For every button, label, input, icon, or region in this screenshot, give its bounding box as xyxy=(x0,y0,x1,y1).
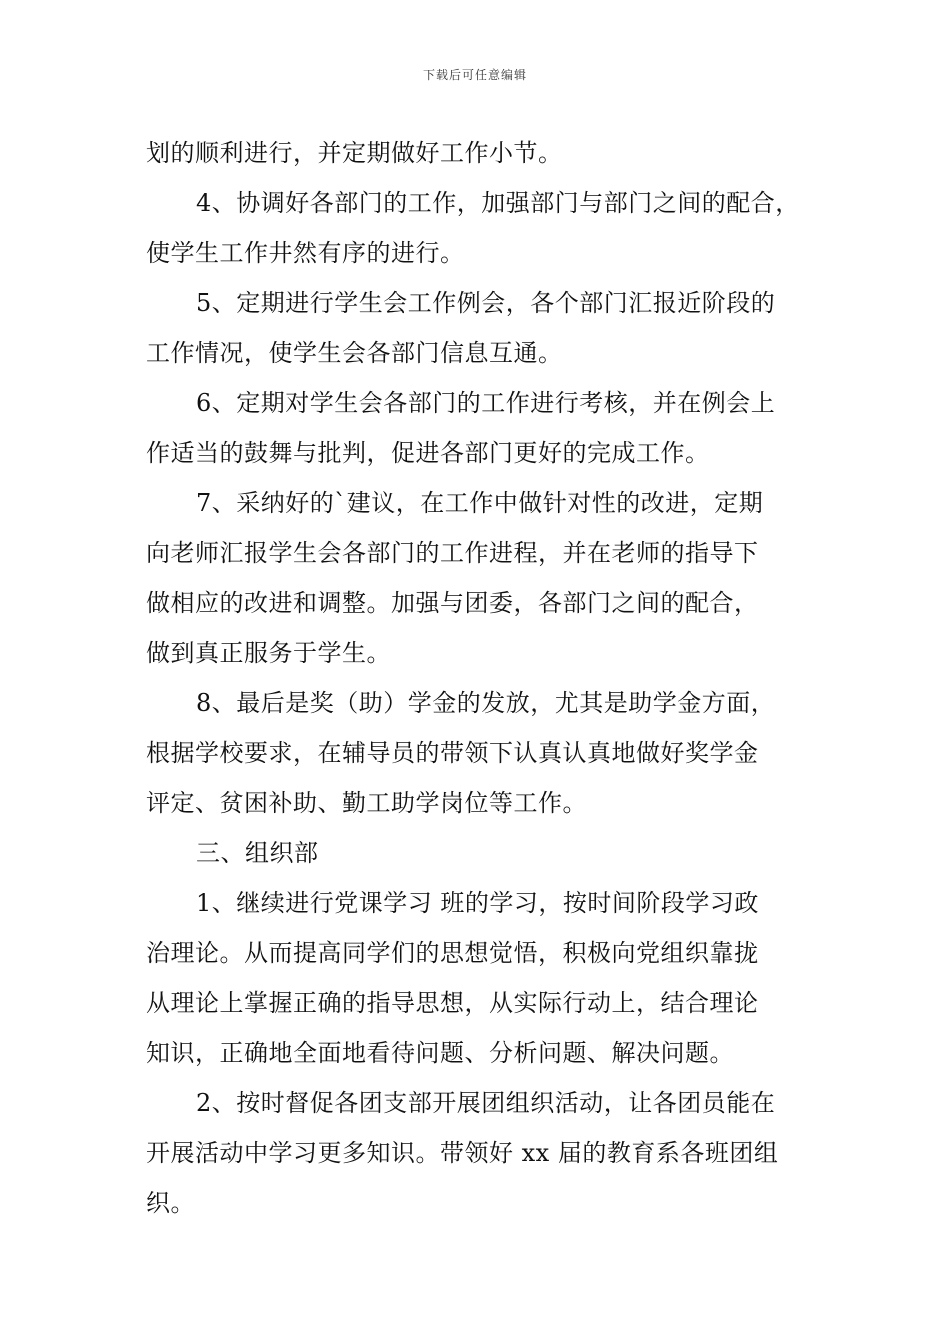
text-line: 划的顺利进行，并定期做好工作小节。 xyxy=(146,139,563,167)
text-line: 做到真正服务于学生。 xyxy=(146,639,391,667)
text-line: 作适当的鼓舞与批判，促进各部门更好的完成工作。 xyxy=(146,439,710,467)
text-line: 向老师汇报学生会各部门的工作进程，并在老师的指导下 xyxy=(146,539,759,567)
text-line: 4、协调好各部门的工作，加强部门与部门之间的配合， xyxy=(196,189,800,217)
text-line: 评定、贫困补助、勤工助学岗位等工作。 xyxy=(146,789,587,817)
text-line: 根据学校要求，在辅导员的带领下认真认真地做好奖学金 xyxy=(146,739,759,767)
text-line: 开展活动中学习更多知识。带领好 xx 届的教育系各班团组 xyxy=(146,1139,779,1167)
text-line: 6、定期对学生会各部门的工作进行考核，并在例会上 xyxy=(196,389,776,417)
page-header: 下载后可任意编辑 xyxy=(422,68,527,82)
text-line: 做相应的改进和调整。加强与团委，各部门之间的配合， xyxy=(146,589,759,617)
text-line: 工作情况，使学生会各部门信息互通。 xyxy=(146,339,563,367)
text-line: 织。 xyxy=(146,1189,195,1217)
document-body xyxy=(146,128,816,1228)
text-line: 8、最后是奖（助）学金的发放，尤其是助学金方面， xyxy=(196,689,776,717)
text-line: 使学生工作井然有序的进行。 xyxy=(146,239,465,267)
text-line: 知识，正确地全面地看待问题、分析问题、解决问题。 xyxy=(146,1039,734,1067)
text-line: 从理论上掌握正确的指导思想，从实际行动上，结合理论 xyxy=(146,989,759,1017)
text-line: 2、按时督促各团支部开展团组织活动，让各团员能在 xyxy=(196,1089,776,1117)
section-heading: 三、组织部 xyxy=(196,839,319,867)
text-line: 治理论。从而提高同学们的思想觉悟，积极向党组织靠拢 xyxy=(146,939,759,967)
text-line: 5、定期进行学生会工作例会，各个部门汇报近阶段的 xyxy=(196,289,776,317)
text-line: 7、采纳好的`建议，在工作中做针对性的改进，定期 xyxy=(196,489,764,517)
text-line: 1、继续进行党课学习 班的学习，按时间阶段学习政 xyxy=(196,889,759,917)
